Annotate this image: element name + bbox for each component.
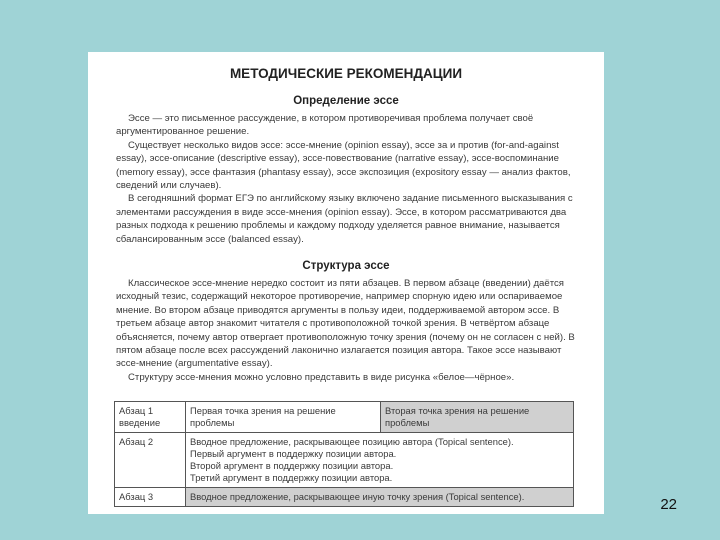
cell-line: Вводное предложение, раскрывающее иную точку зрения (Topical sentence). <box>190 491 525 502</box>
table-row <box>115 402 574 433</box>
section-heading-structure: Структура эссе <box>302 260 390 272</box>
table-row <box>115 488 574 507</box>
paragraph: В сегодняшний формат ЕГЭ по английскому языку включено задание письменного высказывания с элементами рассуждения в виде эссе-мнения (opinion essay). Эссе, в котором рассматриваются два разных подхода к решению проблемы и каждому подходу уделяется равное внимание, называется сбалансированным эссе (balanced essay). <box>116 193 573 245</box>
paragraph: Существует несколько видов эссе: эссе-мнение (opinion essay), эссе за и против (for-and-against essay), эссе-описание (descriptive essay), эссе-повествование (narrative essay), эссе-воспоминание (memory essay), эссе фантазия (phantasy essay), эссе экспозиция (expository essay — анализ фактов, сведений или случаев). <box>116 139 571 192</box>
cell-line: Первый аргумент в поддержку позиции автора. <box>190 448 397 459</box>
table-cell: Первая точка зрения на решение проблемы <box>186 402 381 433</box>
table-cell-shaded <box>186 488 574 507</box>
paragraph: Классическое эссе-мнение нередко состоит из пяти абзацев. В первом абзаце (введении) даётся исходный тезис, содержащий некоторое противоречие, например спорную идею или оспариваемое мнение. Во втором абзаце приводятся аргументы в пользу идеи, поддерживаемой автором эссе. В третьем абзаце автор знакомит читателя с противоположной точкой зрения. В четвёртом абзаце объясняется, почему автор отвергает противоположную точку зрения (почему он не согласен с ней). В пятом абзаце после всех рассуждений лаконично излагается позиция автора. Такое эссе называют эссе-мнение (argumentative essay). <box>116 278 575 370</box>
cell-line: Вводное предложение, раскрывающее позицию автора (Topical sentence). <box>190 436 514 447</box>
document-page <box>88 52 604 514</box>
row-label: Абзац 3 <box>115 488 186 507</box>
section-heading-definition: Определение эссе <box>293 95 399 107</box>
section-structure-text <box>116 277 576 384</box>
document-title: МЕТОДИЧЕСКИЕ РЕКОМЕНДАЦИИ <box>229 66 463 81</box>
row-label: Абзац 1 введение <box>115 402 186 433</box>
cell-line: Третий аргумент в поддержку позиции автора. <box>190 472 393 483</box>
row-label: Абзац 2 <box>115 433 186 488</box>
table-row <box>115 433 574 488</box>
cell-line: Второй аргумент в поддержку позиции автора. <box>190 460 394 471</box>
paragraph: Структуру эссе-мнения можно условно представить в виде рисунка «белое—чёрное». <box>128 371 515 383</box>
table-cell-shaded: Вторая точка зрения на решение проблемы <box>381 402 574 433</box>
table-cell <box>186 433 574 488</box>
paragraph: Эссе — это письменное рассуждение, в котором противоречивая проблема получает своё аргументированное решение. <box>116 113 534 138</box>
essay-structure-table <box>114 401 574 507</box>
section-definition-text <box>116 112 576 246</box>
slide-number: 22 <box>660 496 677 513</box>
